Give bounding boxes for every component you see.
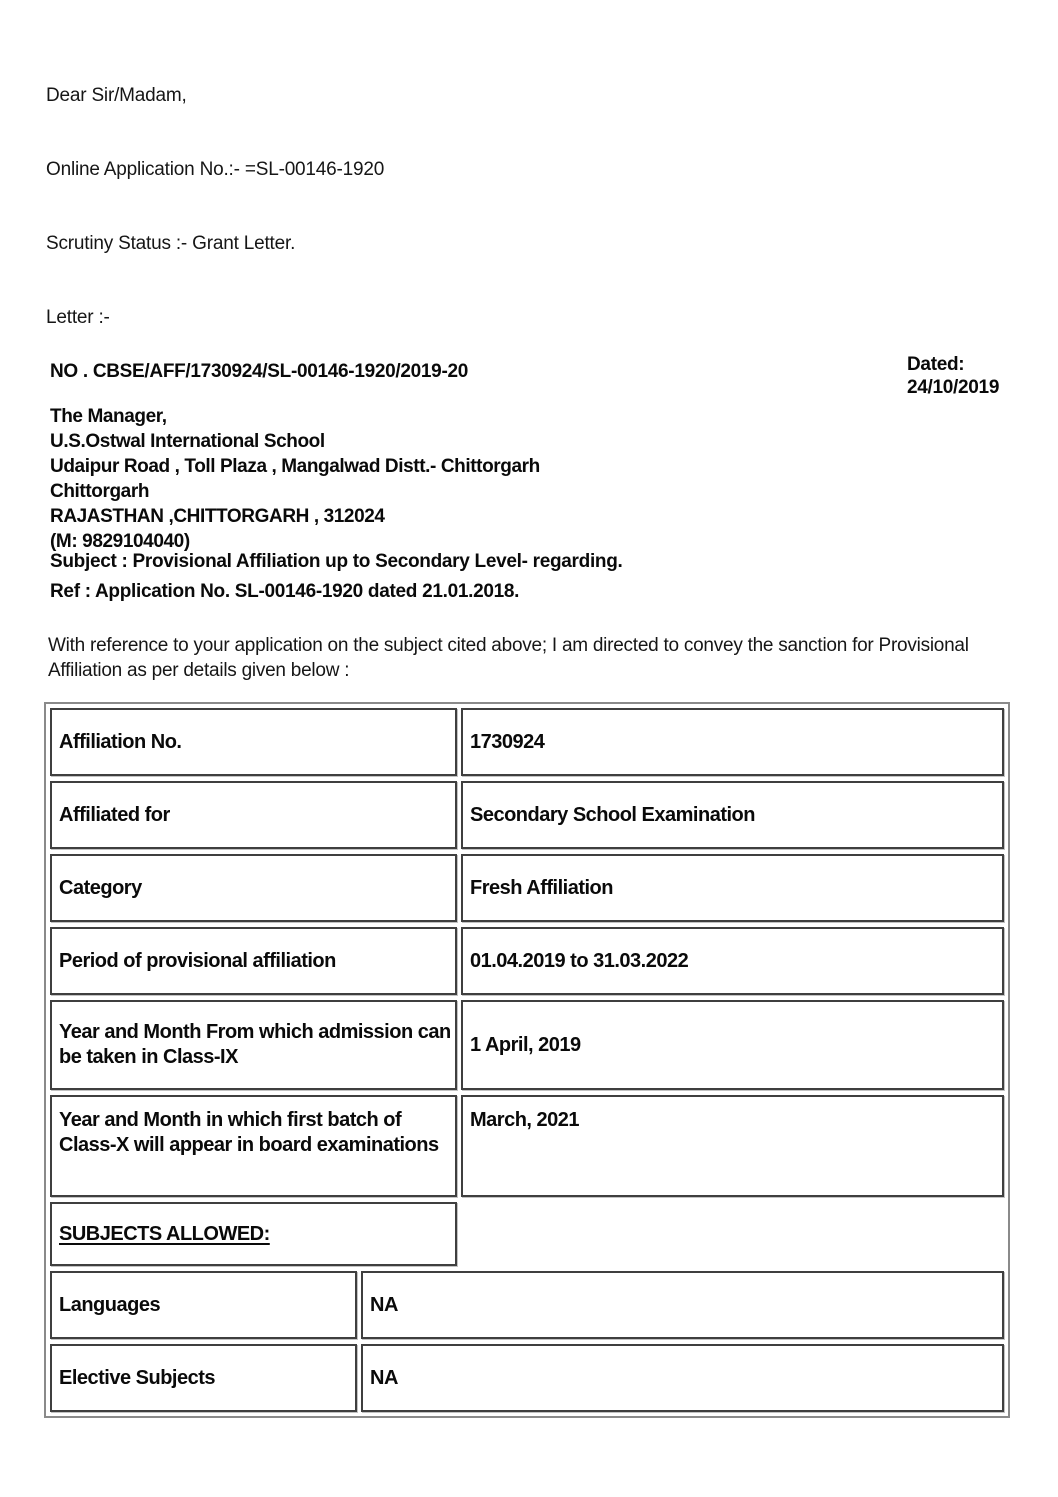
subjects-allowed-text: SUBJECTS ALLOWED: [59, 1222, 270, 1245]
table-row-period [50, 927, 1004, 995]
row-label: Year and Month in which first batch of Class-X will appear in board examinations [50, 1095, 457, 1197]
row-value: Fresh Affiliation [461, 854, 1004, 922]
table-row-admission-from [50, 1000, 1004, 1090]
addressee-line: Chittorgarh [50, 481, 150, 502]
addressee-line: RAJASTHAN ,CHITTORGARH , 312024 [50, 506, 385, 527]
dated-value: 24/10/2019 [907, 377, 1000, 398]
scrutiny-status-line: Scrutiny Status :- Grant Letter. [46, 233, 296, 254]
row-value: NA [361, 1344, 1004, 1412]
body-paragraph: With reference to your application on the subject cited above; I am directed to convey the sanction for Provisional Affiliation as per details given below : [48, 635, 969, 681]
row-value: Secondary School Examination [461, 781, 1004, 849]
reference-line: Ref : Application No. SL-00146-1920 dated 21.01.2018. [50, 581, 520, 602]
table-row-affiliated-for [50, 781, 1004, 849]
row-label: Period of provisional affiliation [50, 927, 457, 995]
salutation-text: Dear Sir/Madam, [46, 85, 187, 106]
addressee-line: (M: 9829104040) [50, 531, 190, 552]
subjects-allowed-heading [50, 1202, 457, 1266]
addressee-line: U.S.Ostwal International School [50, 431, 325, 452]
dated-block [907, 353, 999, 399]
table-row-elective-subjects [50, 1344, 1004, 1412]
row-label: Elective Subjects [50, 1344, 357, 1412]
letter-label: Letter :- [46, 307, 110, 328]
online-application-number-line: Online Application No.:- =SL-00146-1920 [46, 159, 385, 180]
table-row-first-batch [50, 1095, 1004, 1197]
row-value: 1730924 [461, 708, 1004, 776]
row-label: Languages [50, 1271, 357, 1339]
addressee-line: The Manager, [50, 406, 167, 427]
row-label: Year and Month From which admission can be taken in Class-IX [50, 1000, 457, 1090]
row-value: 01.04.2019 to 31.03.2022 [461, 927, 1004, 995]
dated-label: Dated: [907, 354, 965, 375]
affiliation-details-table [44, 702, 1010, 1418]
table-row-category [50, 854, 1004, 922]
row-value: March, 2021 [461, 1095, 1004, 1197]
table-row-languages [50, 1271, 1004, 1339]
addressee-line: Udaipur Road , Toll Plaza , Mangalwad Distt.- Chittorgarh [50, 456, 540, 477]
table-row-subjects-allowed-heading [50, 1202, 1004, 1266]
row-label: Affiliated for [50, 781, 457, 849]
row-value: NA [361, 1271, 1004, 1339]
table-row-affiliation-no [50, 708, 1004, 776]
subject-line: Subject : Provisional Affiliation up to Secondary Level- regarding. [50, 551, 623, 572]
row-value: 1 April, 2019 [461, 1000, 1004, 1090]
addressee-block [50, 404, 540, 554]
letter-reference-number: NO . CBSE/AFF/1730924/SL-00146-1920/2019-20 [50, 361, 469, 382]
row-label: Affiliation No. [50, 708, 457, 776]
empty-spacer [461, 1202, 1004, 1266]
row-label: Category [50, 854, 457, 922]
